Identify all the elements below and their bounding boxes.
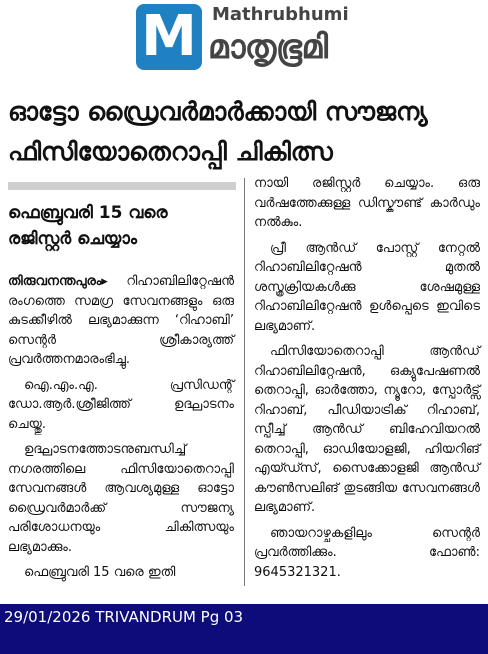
article-paragraph: ഫിസിയോതെറാപ്പി ആൻഡ് റിഹാബിലിറ്റേഷൻ, ഒക്യുപേഷണൽ തെറാപ്പി, ഓർത്തോ, ന്യൂറോ, സ്പോർട്സ് റിഹാബ്, പീഡിയാട്രിക് റിഹാബ്, സ്പീച്ച് ആൻഡ് ബിഹേവിയറൽ തെറാപ്പി, ഓഡിയോളജി, ഹിയറിങ് എയ്ഡ്സ്, സൈക്കോളജി ആൻഡ് കൗൺസലിങ് തുടങ്ങിയ സേവനങ്ങൾ ലഭ്യമാണ്. (254, 344, 480, 515)
paragraph-text: റിഹാബിലിറ്റേഷൻ രംഗത്തെ സമഗ്ര സേവനങ്ങളും ഒരു കുടക്കീഴിൽ ലഭ്യമാക്കുന്ന ‘റിഹാബി’ സെന്റർ ശ്രീകാര്യത്ത് പ്രവർത്തനമാരംഭിച്ചു. (8, 274, 234, 367)
mathrubhumi-logo-icon (136, 4, 202, 70)
article-column-right (254, 174, 480, 588)
article-paragraph: ഫെബ്രുവരി 15 വരെ ഇതി (24, 565, 176, 580)
column-divider (244, 178, 245, 586)
logo-letter: M (141, 4, 197, 69)
article-subheadline: ഫെബ്രുവരി 15 വരെ രജിസ്റ്റർ ചെയ്യാം (8, 203, 168, 249)
article-paragraph: ഉദ്ഘാടനത്തോടനുബന്ധിച്ച് നഗരത്തിലെ ഫിസിയോതെറാപ്പി സേവനങ്ങൾ ആവശ്യമുള്ള ഓട്ടോ ഡ്രൈവർമാർക്ക് സൗജന്യ പരിശോധനയും ചികിത്സയും ലഭ്യമാക്കും. (8, 442, 234, 555)
brand-name-malayalam: മാതൃഭൂമി (208, 27, 328, 66)
masthead (0, 0, 488, 82)
article-paragraph: ഞായറാഴ്ചകളിലും സെന്റർ പ്രവർത്തിക്കും. ഫോൺ: 9645321321. (254, 525, 480, 580)
article-headline: ഓട്ടോ ഡ്രൈവർമാർക്കായി സൗജന്യ ഫിസിയോതെറാപ്പി ചികിത്സ (8, 97, 428, 166)
edition-date-page: 29/01/2026 TRIVANDRUM Pg 03 (4, 608, 244, 626)
article-paragraph: ഐ.എം.എ. പ്രസിഡന്റ് ഡോ.ആർ.ശ്രീജിത്ത് ഉദ്ഘാടനം ചെയ്തു. (8, 377, 234, 432)
edition-footer (0, 604, 488, 654)
article-column-left (8, 200, 234, 589)
dateline-marker-icon: ▸ (101, 274, 108, 289)
article-paragraph: പ്രീ ആൻഡ് പോസ്റ്റ് നേറ്റൽ റിഹാബിലിറ്റേഷൻ മുതൽ ശസ്ത്രക്രിയകൾക്കു ശേഷമുള്ള റിഹാബിലിറ്റേഷൻ ഉൾപ്പെടെ ഇവിടെ ലഭ്യമാണ്. (254, 240, 480, 334)
article-paragraph (8, 272, 234, 370)
article-paragraph: നായി രജിസ്റ്റർ ചെയ്യാം. ഒരു വർഷത്തേക്കുള്ള ഡിസ്കൗണ്ട് കാർഡും നൽകും. (254, 176, 480, 230)
section-rule (8, 182, 236, 190)
brand-name-english: Mathrubhumi (212, 4, 349, 25)
dateline: തിരുവനന്തപുരം (8, 274, 102, 289)
